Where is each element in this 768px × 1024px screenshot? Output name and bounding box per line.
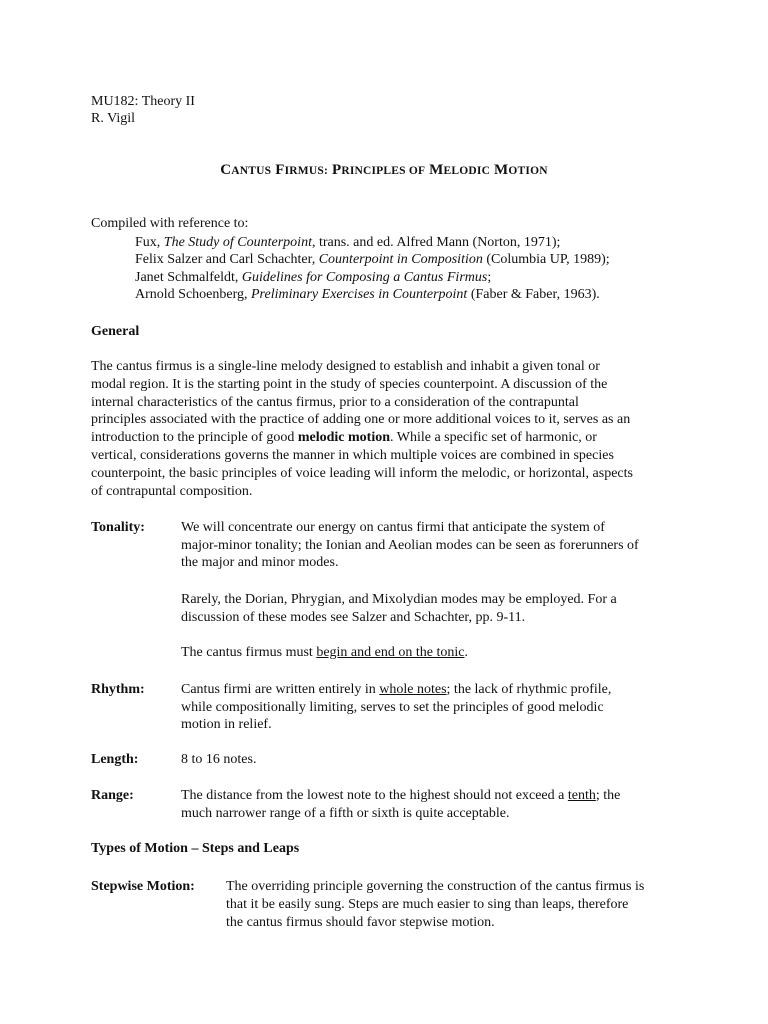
tonality-body-3	[181, 644, 701, 662]
tonality-line: We will concentrate our energy on cantus firmi that anticipate the system of	[181, 520, 605, 535]
stepwise-body	[226, 878, 706, 931]
rhythm-label: Rhythm:	[91, 682, 145, 697]
tonality-line: discussion of these modes see Salzer and Schachter, pp. 9-11.	[181, 609, 526, 625]
stepwise-line: the cantus firmus should favor stepwise motion.	[226, 914, 495, 930]
stepwise-label: Stepwise Motion:	[91, 879, 195, 894]
reference-item: Arnold Schoenberg, Preliminary Exercises in Counterpoint (Faber & Faber, 1963).	[135, 286, 600, 302]
paragraph-line: counterpoint, the basic principles of voice leading will inform the melodic, or horizontal, aspects	[91, 465, 633, 481]
rhythm-line: motion in relief.	[181, 717, 272, 733]
tonality-line: the major and minor modes.	[181, 555, 339, 571]
tonality-label: Tonality:	[91, 520, 145, 535]
title-cap-3: P	[331, 162, 342, 178]
title-rest-2: IRMUS:	[284, 165, 328, 177]
paragraph-line: of contrapuntal composition.	[91, 483, 253, 499]
range-line: much narrower range of a fifth or sixth is quite acceptable.	[181, 805, 510, 821]
section-heading-general: General	[91, 324, 140, 339]
title-rest-4: ELODIC	[443, 165, 491, 177]
length-body	[181, 751, 701, 769]
title-cap-4: M	[429, 162, 444, 178]
paragraph-line: introduction to the principle of good melodic motion. While a specific set of harmonic, or	[91, 430, 597, 446]
length-line: 8 to 16 notes.	[181, 752, 257, 767]
tonality-line: Rarely, the Dorian, Phrygian, and Mixolydian modes may be employed. For a	[181, 592, 617, 607]
course-header	[91, 93, 195, 127]
term-melodic-motion: melodic motion	[297, 430, 391, 446]
rhythm-line: Cantus firmi are written entirely in whole notes; the lack of rhythmic profile,	[181, 682, 612, 697]
rhythm-line: while compositionally limiting, serves to set the principles of good melodic	[181, 699, 604, 715]
tonality-body-2	[181, 591, 701, 626]
tonality-body	[181, 519, 701, 572]
general-paragraph	[91, 358, 691, 500]
underlined-phrase: whole notes	[379, 682, 447, 697]
underlined-phrase: tenth	[567, 788, 596, 803]
length-label: Length:	[91, 752, 139, 767]
range-label: Range:	[91, 788, 134, 803]
rhythm-body	[181, 681, 701, 734]
stepwise-line: The overriding principle governing the construction of the cantus firmus is	[226, 879, 645, 894]
reference-item: Janet Schmalfeldt, Guidelines for Composing a Cantus Firmus;	[135, 269, 492, 285]
paragraph-line: vertical, considerations governs the manner in which multiple voices are combined in species	[91, 447, 614, 463]
reference-item: Felix Salzer and Carl Schachter, Counterpoint in Composition (Columbia UP, 1989);	[135, 252, 610, 268]
reference-list	[135, 234, 610, 303]
section-heading-types-of-motion: Types of Motion – Steps and Leaps	[91, 841, 300, 856]
paragraph-line: principles associated with the practice of adding one or more additional voices to it, serves as an	[91, 412, 631, 428]
title-rest-1: ANTUS	[231, 165, 272, 177]
range-line: The distance from the lowest note to the highest should not exceed a tenth; the	[181, 788, 621, 803]
tonality-line: major-minor tonality; the Ionian and Aeolian modes can be seen as forerunners of	[181, 537, 639, 553]
underlined-phrase: begin and end on the tonic	[316, 645, 465, 660]
paragraph-line: internal characteristics of the cantus firmus, prior to a consideration of the contrapuntal	[91, 394, 579, 410]
reference-item: Fux, The Study of Counterpoint, trans. and ed. Alfred Mann (Norton, 1971);	[135, 235, 561, 250]
title-cap-2: F	[275, 162, 285, 178]
title-cap-1: C	[220, 162, 232, 178]
stepwise-line: that it be easily sung. Steps are much easier to sing than leaps, therefore	[226, 896, 629, 912]
title-rest-5: OTION	[508, 165, 548, 177]
author-name: R. Vigil	[91, 111, 136, 126]
paragraph-line: The cantus firmus is a single-line melody designed to establish and inhabit a given tonal or	[91, 359, 600, 374]
compiled-intro: Compiled with reference to:	[91, 216, 249, 231]
title-rest-3: RINCIPLES OF	[341, 165, 426, 177]
tonality-line: The cantus firmus must begin and end on the tonic.	[181, 645, 468, 660]
title-cap-5: M	[494, 162, 509, 178]
document-title	[0, 161, 768, 180]
course-code: MU182: Theory II	[91, 94, 195, 109]
range-body	[181, 787, 701, 822]
paragraph-line: modal region. It is the starting point in the study of species counterpoint. A discussion of the	[91, 376, 608, 392]
